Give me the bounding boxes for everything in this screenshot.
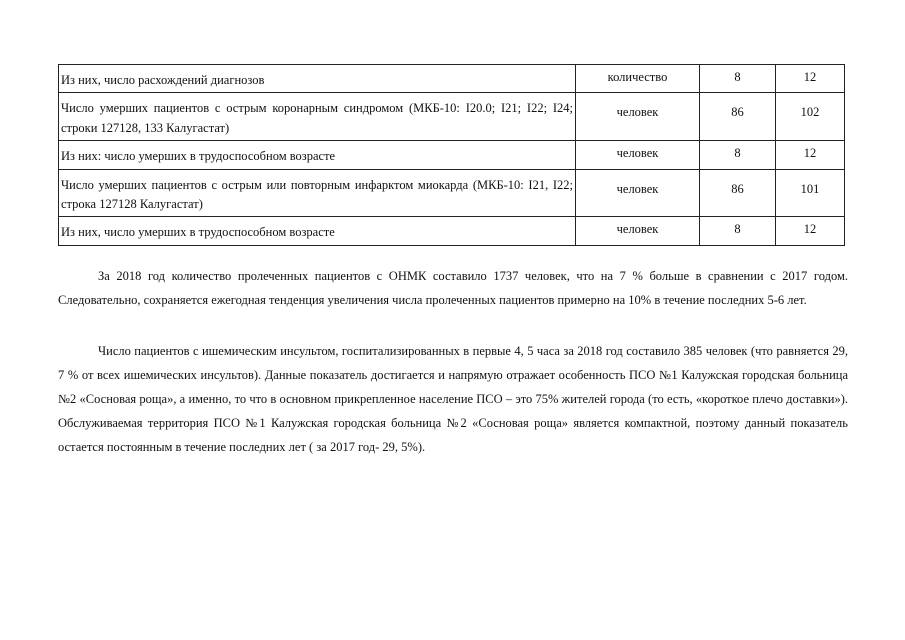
paragraph-stroke-patients: За 2018 год количество пролеченных пациентов с ОНМК составило 1737 человек, что на 7 % больше в сравнении с 2017 годом. Следовательно, сохраняется ежегодная тенденция увеличения числа пролеченных пациентов примерно на 10% в течение последних 5-6 лет.: [58, 269, 848, 307]
table-row: [59, 93, 845, 141]
row-value-1: 8: [700, 217, 776, 245]
row-value-2: 12: [776, 141, 845, 169]
row-indicator: Число умерших пациентов с острым коронарным синдромом (МКБ-10: I20.0; I21; I22; I24; строки 127128, 133 Калугастат): [59, 93, 576, 141]
row-value-1: 86: [700, 169, 776, 217]
table-row: [59, 169, 845, 217]
row-value-2: 12: [776, 65, 845, 93]
row-unit: человек: [576, 217, 700, 245]
row-indicator: Число умерших пациентов с острым или повторным инфарктом миокарда (МКБ-10: I21, I22; строка 127128 Калугастат): [59, 169, 576, 217]
row-value-2: 101: [776, 169, 845, 217]
table-row: [59, 217, 845, 245]
table-row: [59, 65, 845, 93]
row-indicator: Из них, число умерших в трудоспособном возрасте: [59, 217, 576, 245]
paragraph-ischemic-stroke: Число пациентов с ишемическим инсультом, госпитализированных в первые 4, 5 часа за 2018 год составило 385 человек (что равняется 29, 7 % от всех ишемических инсультов). Данные показатель достигается и напрямую отражает особенность ПСО №1 Калужская городская больница №2 «Сосновая роща», а именно, то что в основном прикрепленное население ПСО – это 75% жителей города (то есть, «короткое плечо доставки»). Обслуживаемая территория ПСО №1 Калужская городская больница №2 «Сосновая роща» является компактной, поэтому данный показатель остается постоянным в течение последних лет ( за 2017 год- 29, 5%).: [58, 344, 848, 454]
row-value-1: 8: [700, 65, 776, 93]
row-unit: человек: [576, 93, 700, 141]
row-unit: человек: [576, 169, 700, 217]
row-unit: количество: [576, 65, 700, 93]
row-unit: человек: [576, 141, 700, 169]
row-value-1: 86: [700, 93, 776, 141]
row-value-2: 102: [776, 93, 845, 141]
row-indicator: Из них, число расхождений диагнозов: [59, 65, 576, 93]
table-row: [59, 141, 845, 169]
row-value-2: 12: [776, 217, 845, 245]
statistics-table: [58, 64, 845, 246]
row-indicator: Из них: число умерших в трудоспособном возрасте: [59, 141, 576, 169]
row-value-1: 8: [700, 141, 776, 169]
